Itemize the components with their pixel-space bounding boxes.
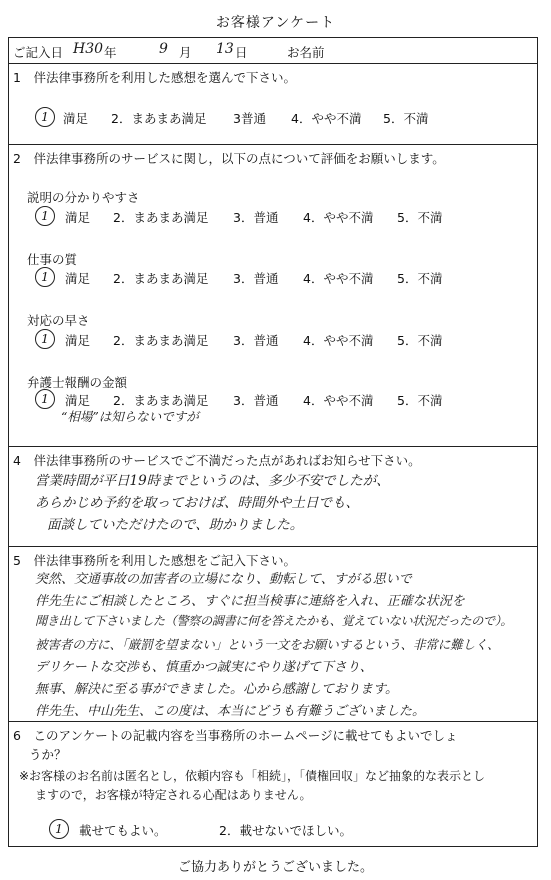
fee-note: “相場”は知らないですが [61,409,199,424]
q2-option-3[interactable]: 3．普通 [233,271,279,286]
q6-text-line2: うか？ [29,747,67,762]
q4-text: 4 伴法律事務所のサービスでご不満だった点があればお知らせ下さい。 [13,453,421,468]
q4-answer-line: あらかじめ予約を取っておけば、時間外や土日でも、 [35,495,359,511]
q5-answer-line: 被害者の方に、「厳罰を望まない」という一文をお願いするという、非常に難しく、 [35,637,500,652]
q2-item-selected-circle[interactable]: 1 [35,206,55,226]
q2-option-1[interactable]: 満足 [65,210,91,225]
thank-you-footer: ご協力ありがとうございました。 [177,860,373,875]
q5-answer-line: デリケートな交渉も、慎重かつ誠実にやり遂げて下さり、 [35,660,373,675]
q2-option-4[interactable]: 4．やや不満 [303,210,374,225]
q4-divider [9,446,537,447]
q2-item-label: 仕事の質 [27,252,78,267]
q2-text: 2 伴法律事務所のサービスに関し，以下の点について評価をお願いします。 [13,151,445,166]
era-value: H30 [73,41,104,57]
q2-item-label: 説明の分かりやすさ [27,190,140,205]
q2-option-5[interactable]: 5．不満 [397,271,443,286]
q2-option-4[interactable]: 4．やや不満 [303,393,374,408]
q6-option-1[interactable]: 載せてもよい。 [79,823,167,838]
q4-answer-line: 営業時間が平日19時までというのは、多少不安でしたが、 [35,473,390,489]
q2-option-2[interactable]: 2．まあまあ満足 [113,210,209,225]
q2-option-2[interactable]: 2．まあまあ満足 [113,333,209,348]
q5-divider [9,546,537,547]
q2-option-3[interactable]: 3．普通 [233,333,279,348]
q2-option-3[interactable]: 3．普通 [233,393,279,408]
q1-option-4[interactable]: 4．やや不満 [291,111,362,126]
q1-text: 1 伴法律事務所を利用した感想を選んで下さい。 [13,70,296,85]
day-label: 日 [235,45,248,60]
q2-option-4[interactable]: 4．やや不満 [303,271,374,286]
date-label: ご記入日 [13,45,64,60]
q2-option-5[interactable]: 5．不満 [397,210,443,225]
q2-item-label: 対応の早さ [27,313,90,328]
q1-option-2[interactable]: 2．まあまあ満足 [111,111,207,126]
q6-option-2[interactable]: 2．載せないでほしい。 [219,823,352,838]
month-label: 月 [179,45,192,60]
year-label: 年 [104,45,117,60]
q1-option-5[interactable]: 5．不満 [383,111,429,126]
q2-option-5[interactable]: 5．不満 [397,393,443,408]
q1-selected-circle[interactable]: 1 [35,107,55,127]
q5-answer-line: 伴先生、中山先生、この度は、本当にどうも有難うございました。 [35,704,426,719]
q2-item-selected-circle[interactable]: 1 [35,267,55,287]
q5-answer-line: 無事、解決に至る事ができました。心から感謝しております。 [35,682,398,697]
q2-divider [9,144,537,145]
q1-divider [9,63,537,64]
q5-answer-line: 伴先生にご相談したところ、すぐに担当検事に連絡を入れ、正確な状況を [35,594,465,609]
q1-option-1[interactable]: 満足 [63,111,89,126]
q4-answer-line: 面談していただけたので、助かりました。 [47,517,304,533]
survey-title: お客様アンケート [215,15,336,31]
q2-option-3[interactable]: 3．普通 [233,210,279,225]
day-value: 13 [216,41,234,57]
q2-option-1[interactable]: 満足 [65,271,91,286]
name-label: お名前 [287,45,325,60]
month-value: 9 [159,41,168,57]
q1-option-3[interactable]: 3普通 [233,111,266,126]
q2-item-selected-circle[interactable]: 1 [35,389,55,409]
q5-answer-line: 聞き出して下さいました（警察の調書に何を答えたかも、覚えていない状況だったので）。 [35,614,513,628]
q2-option-1[interactable]: 満足 [65,393,91,408]
q5-answer-line: 突然、交通事故の加害者の立場になり、動転して、すがる思いで [35,572,412,587]
q2-option-5[interactable]: 5．不満 [397,333,443,348]
q2-option-4[interactable]: 4．やや不満 [303,333,374,348]
q6-note-line1: ※お客様のお名前は匿名とし，依頼内容も「相続」，「債権回収」など抽象的な表示とし [19,769,486,783]
q6-text-line1: 6 このアンケートの記載内容を当事務所のホームページに載せてもよいでしょ [13,728,458,743]
q2-option-1[interactable]: 満足 [65,333,91,348]
q2-option-2[interactable]: 2．まあまあ満足 [113,393,209,408]
q5-text: 5 伴法律事務所を利用した感想をご記入下さい。 [13,553,296,568]
q2-option-2[interactable]: 2．まあまあ満足 [113,271,209,286]
q2-item-label: 弁護士報酬の金額 [27,375,128,390]
q6-selected-circle[interactable]: 1 [49,819,69,839]
survey-form [8,37,538,847]
q2-item-selected-circle[interactable]: 1 [35,329,55,349]
q6-divider [9,721,537,722]
q6-note-line2: ますので，お客様が特定される心配はありません。 [35,788,312,802]
